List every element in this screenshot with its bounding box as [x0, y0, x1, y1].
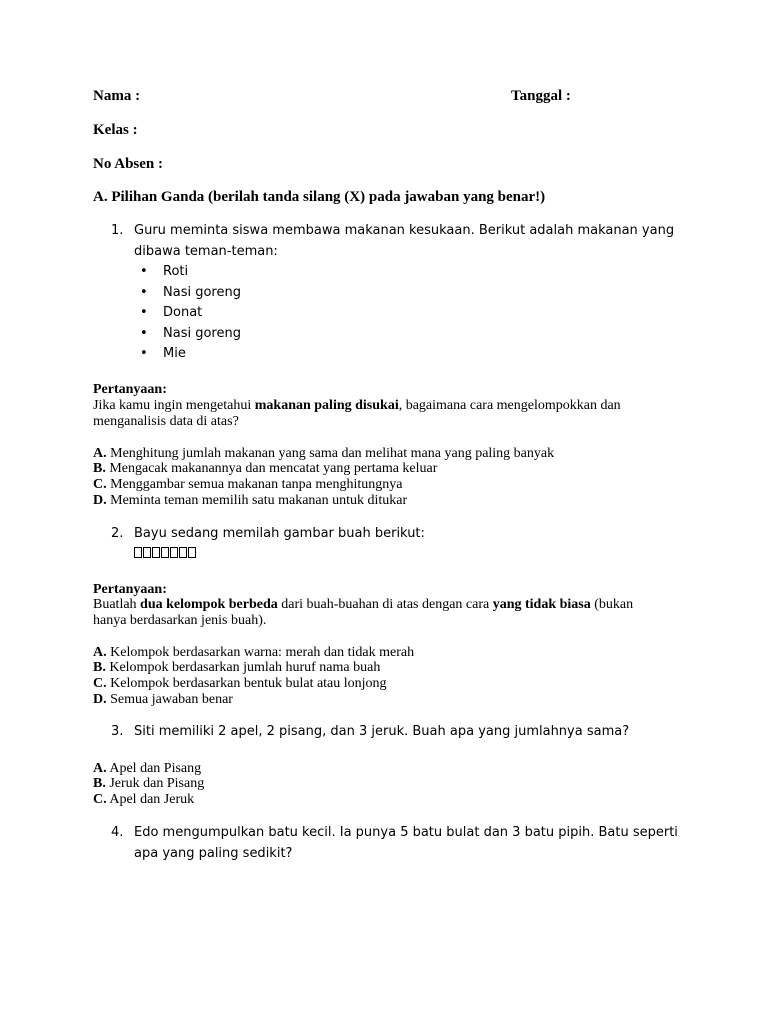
- food-list-item: Donat: [163, 305, 203, 320]
- question-3-option-b: [93, 776, 204, 792]
- missing-glyph-box: [143, 547, 151, 558]
- option-text: Kelompok berdasarkan warna: merah dan tidak merah: [106, 645, 415, 660]
- option-letter: A.: [93, 446, 107, 461]
- bullet-icon: •: [140, 264, 148, 279]
- option-text: Apel dan Jeruk: [106, 792, 195, 807]
- missing-glyph-box: [170, 547, 178, 558]
- option-text: Kelompok berdasarkan jumlah huruf nama buah: [105, 660, 381, 675]
- name-label: Nama :: [93, 88, 141, 104]
- bullet-icon: •: [140, 305, 148, 320]
- option-text: Menghitung jumlah makanan yang sama dan melihat mana yang paling banyak: [106, 446, 555, 461]
- option-text: Apel dan Pisang: [106, 761, 202, 776]
- question-1-prompt-line1: [93, 398, 621, 414]
- question-3-number: 3.: [111, 724, 124, 739]
- question-4-text-line1: Edo mengumpulkan batu kecil. Ia punya 5 batu bulat dan 3 batu pipih. Batu seperti: [134, 825, 678, 840]
- question-1-option-c: [93, 477, 402, 493]
- question-1-label: Pertanyaan:: [93, 382, 167, 397]
- option-letter: C.: [93, 676, 107, 691]
- question-2-prompt-line2: hanya berdasarkan jenis buah).: [93, 613, 267, 628]
- option-letter: A.: [93, 761, 107, 776]
- question-1-option-d: [93, 493, 407, 509]
- question-2-option-b: [93, 660, 380, 676]
- question-4-number: 4.: [111, 825, 124, 840]
- question-2-option-d: [93, 692, 233, 708]
- question-2-text: Bayu sedang memilah gambar buah berikut:: [134, 526, 425, 541]
- option-letter: D.: [93, 493, 107, 508]
- question-1-prompt-line2: menganalisis data di atas?: [93, 414, 239, 429]
- option-letter: B.: [93, 660, 106, 675]
- missing-glyph-box: [152, 547, 160, 558]
- missing-glyph-box: [161, 547, 169, 558]
- question-3-option-a: [93, 761, 201, 777]
- attendance-number-label: No Absen :: [93, 156, 164, 172]
- missing-glyph-box: [134, 547, 142, 558]
- prompt-text: Buatlah: [93, 597, 141, 612]
- option-letter: B.: [93, 776, 106, 791]
- missing-glyph-box: [179, 547, 187, 558]
- option-letter: C.: [93, 477, 107, 492]
- question-2-option-c: [93, 676, 387, 692]
- option-text: Meminta teman memilih satu makanan untuk ditukar: [106, 493, 408, 508]
- question-1-option-a: [93, 446, 554, 462]
- question-3-text: Siti memiliki 2 apel, 2 pisang, dan 3 jeruk. Buah apa yang jumlahnya sama?: [134, 724, 630, 739]
- prompt-text: dari buah-buahan di atas dengan cara: [277, 597, 493, 612]
- class-label: Kelas :: [93, 122, 138, 138]
- option-letter: D.: [93, 692, 107, 707]
- question-2-number: 2.: [111, 526, 124, 541]
- question-2-label: Pertanyaan:: [93, 582, 167, 597]
- bullet-icon: •: [140, 326, 148, 341]
- food-list-item: Roti: [163, 264, 189, 279]
- option-text: Kelompok berdasarkan bentuk bulat atau lonjong: [106, 676, 387, 691]
- prompt-emphasis: makanan paling disukai: [254, 398, 399, 413]
- question-2-option-a: [93, 645, 414, 661]
- prompt-text: , bagaimana cara mengelompokkan dan: [398, 398, 621, 413]
- food-list-item: Nasi goreng: [163, 285, 241, 300]
- option-letter: B.: [93, 461, 106, 476]
- bullet-icon: •: [140, 285, 148, 300]
- question-2-prompt-line1: [93, 597, 633, 613]
- prompt-emphasis: yang tidak biasa: [492, 597, 591, 612]
- question-1-text-line2: dibawa teman-teman:: [134, 244, 278, 259]
- question-3-option-c: [93, 792, 194, 808]
- question-4-text-line2: apa yang paling sedikit?: [134, 846, 293, 861]
- missing-glyph-box: [188, 547, 196, 558]
- option-text: Semua jawaban benar: [106, 692, 233, 707]
- date-label: Tanggal :: [511, 88, 571, 104]
- option-text: Jeruk dan Pisang: [105, 776, 205, 791]
- question-1-text-line1: Guru meminta siswa membawa makanan kesukaan. Berikut adalah makanan yang: [134, 223, 675, 238]
- option-text: Menggambar semua makanan tanpa menghitungnya: [106, 477, 403, 492]
- question-1-number: 1.: [111, 223, 124, 238]
- food-list-item: Mie: [163, 346, 186, 361]
- question-1-option-b: [93, 461, 437, 477]
- food-list-item: Nasi goreng: [163, 326, 241, 341]
- option-text: Mengacak makanannya dan mencatat yang pertama keluar: [105, 461, 438, 476]
- option-letter: A.: [93, 645, 107, 660]
- missing-glyph-row: [134, 547, 196, 558]
- option-letter: C.: [93, 792, 107, 807]
- section-a-title: A. Pilihan Ganda (berilah tanda silang (X) pada jawaban yang benar!): [93, 189, 546, 205]
- prompt-emphasis: dua kelompok berbeda: [140, 597, 278, 612]
- prompt-text: Jika kamu ingin mengetahui: [93, 398, 255, 413]
- bullet-icon: •: [140, 346, 148, 361]
- prompt-text: (bukan: [590, 597, 634, 612]
